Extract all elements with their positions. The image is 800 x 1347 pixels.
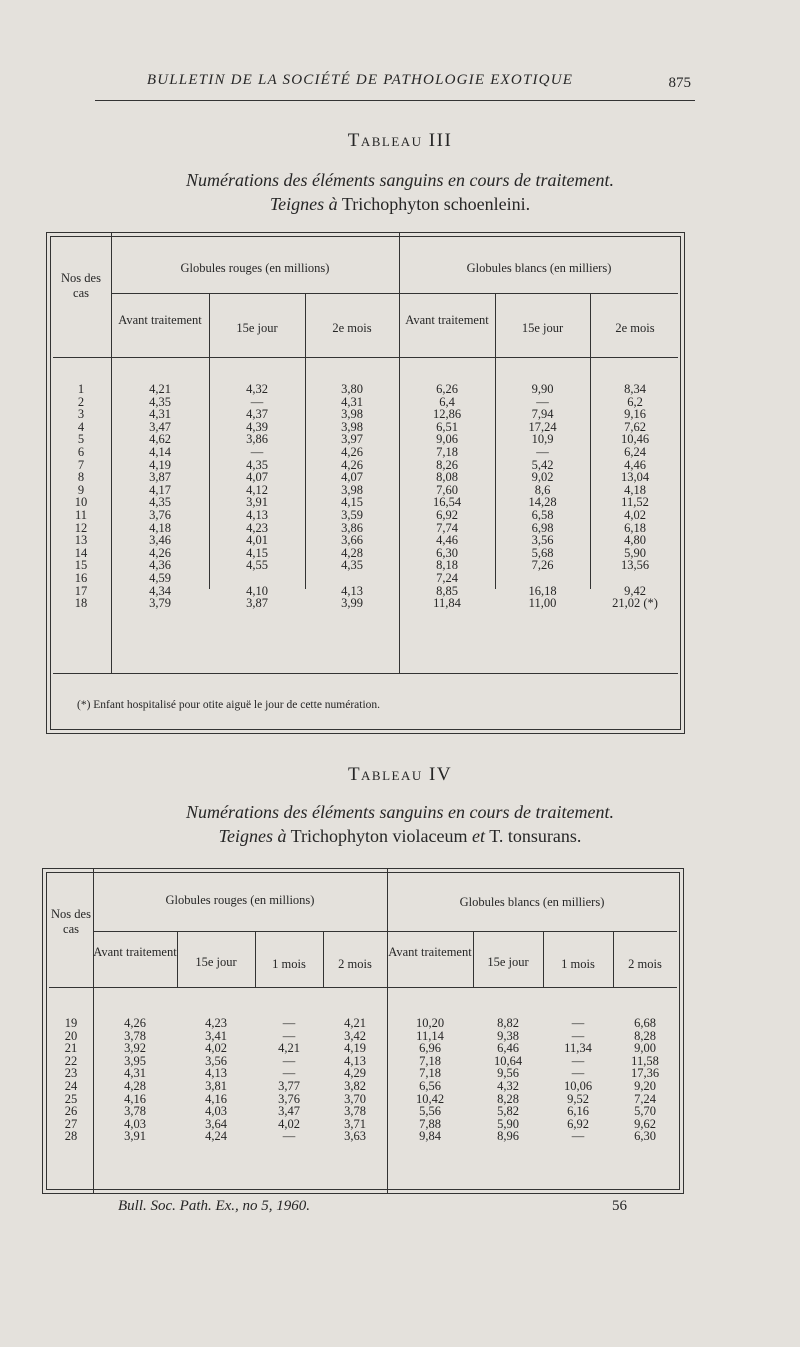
table-cell: 3,98 [341,419,363,434]
table-cell: 11,34 [564,1041,592,1056]
table-cell: 3,66 [341,533,363,548]
table-cell: 4,23 [205,1016,227,1030]
table-cell: — [250,394,264,409]
table-cell: 8,6 [534,482,551,497]
page-number: 875 [668,75,691,91]
table4-col-rouges-2m [323,1017,387,1143]
table-cell: 9,42 [624,583,646,598]
table-cell: 4,32 [246,382,268,396]
table-cell: 4,17 [149,482,171,497]
table-cell: 18 [74,596,88,611]
table-cell: 14 [74,545,88,560]
table-cell: 1 [77,382,85,396]
table-cell: 5,70 [634,1104,656,1119]
table4-col-rouges-avant [93,1017,177,1143]
table-cell: 4,12 [246,482,268,497]
table-cell: 8,82 [497,1016,519,1030]
table-cell: 4,13 [341,583,363,598]
table-cell: 11 [74,507,88,522]
table-cell: 4,55 [246,558,268,573]
table-cell: 11,52 [621,495,649,510]
table-cell: 8,28 [634,1028,656,1043]
table-cell: 3,42 [344,1028,366,1043]
table3-col-cases [53,383,109,610]
table-cell: 7,60 [436,482,458,497]
table-cell: 10,46 [620,432,650,447]
table-cell: 10,9 [531,432,554,447]
table-cell: 5,56 [419,1104,441,1119]
table-cell: 3 [77,407,85,422]
table-cell: 4,31 [341,394,363,409]
table-cell: 4,18 [149,520,171,535]
table-cell: 4,36 [149,558,171,573]
table-cell: 10,64 [493,1053,523,1068]
table-cell: 9,84 [419,1129,441,1144]
table-cell [209,572,305,585]
table-cell: 3,46 [149,533,171,548]
table-cell: 3,95 [124,1053,146,1068]
table-cell: 8,96 [497,1129,519,1144]
footer-citation: Bull. Soc. Path. Ex., no 5, 1960. [118,1198,311,1214]
table-cell: 21 [64,1041,78,1056]
table-cell: 3,97 [341,432,363,447]
table-cell: 9,90 [531,382,554,396]
table-cell: — [282,1016,296,1030]
table-cell: 4,26 [124,1016,146,1030]
table-cell: 4,39 [246,419,268,434]
table-cell: 4,15 [246,545,268,560]
table4-blancs-header: Globules blancs (en milliers) [459,895,605,909]
table-cell: 5,82 [497,1104,519,1119]
table4-col-cases [49,1017,93,1143]
table4-sub-15: 15e jour [195,955,237,969]
table-cell: 6,96 [419,1041,441,1056]
table-cell: 4,02 [205,1041,227,1056]
table3-caption-line1: Numérations des éléments sanguins en cours de traitement. [186,170,614,190]
table-cell: 4,13 [205,1066,227,1081]
table-cell: 20 [64,1028,78,1043]
table-cell: 4,16 [205,1091,227,1106]
table4-caption-line1: Numérations des éléments sanguins en cours de traitement. [186,802,614,822]
table-cell: 6,98 [531,520,554,535]
table-cell: 13,56 [620,558,650,573]
table-cell: 16 [74,570,88,585]
table-cell [590,572,680,585]
table-cell: 4,26 [341,457,363,472]
table-cell: 9,62 [634,1116,656,1131]
table4-sub-1mois: 1 mois [272,957,306,971]
table3 [46,232,685,734]
table-cell: 28 [64,1129,78,1144]
table-cell: 9,16 [624,407,646,422]
table-cell: 7 [77,457,85,472]
table-cell: 4,35 [149,394,171,409]
table-cell: 4,32 [497,1078,519,1093]
table-cell: 4,18 [624,482,646,497]
table-cell: 2 [77,394,85,409]
footer-number: 56 [612,1198,627,1214]
table-cell: 4,62 [149,432,171,447]
table-cell: 4,15 [341,495,363,510]
table-cell: 27 [64,1116,78,1131]
table-cell: 9,20 [634,1078,656,1093]
table4 [42,868,684,1194]
table-cell: 16,54 [432,495,462,510]
table-cell: 4,02 [278,1116,300,1131]
table-cell: 6,56 [419,1078,441,1093]
table3-title: Tableau III [347,130,453,151]
table-cell: 3,98 [341,482,363,497]
table-cell: 4 [77,419,85,434]
table-cell: — [571,1028,585,1043]
table-cell: 6,2 [627,394,643,409]
table-cell: 9,00 [634,1041,656,1056]
table-cell: 7,18 [419,1066,441,1081]
table-cell: 17,36 [630,1066,660,1081]
table-cell: 4,13 [246,507,268,522]
table-cell: 3,64 [205,1116,227,1131]
table-cell: 3,76 [278,1091,300,1106]
table-cell: 7,26 [531,558,554,573]
table4-sub-1mois-b: 1 mois [561,957,595,971]
table-cell: 6,24 [624,444,646,459]
table-cell: 4,35 [341,558,363,573]
table3-col-rouges-2m [305,383,399,610]
table-cell: 11,00 [528,596,557,611]
table-cell: 4,19 [149,457,171,472]
table-cell: 4,46 [436,533,458,548]
table-cell: 26 [64,1104,78,1119]
table-cell: 4,03 [205,1104,227,1119]
table4-case-header: Nos des cas [51,907,91,936]
table-cell: 3,91 [246,495,268,510]
table-cell: 16,18 [528,583,557,598]
table-cell: 3,70 [344,1091,366,1106]
table-cell: — [571,1129,585,1144]
table3-sub-avant: Avant traitement [118,313,202,327]
table3-caption-line2: Teignes à Trichophyton schoenleini. [269,194,531,214]
table-cell: — [282,1129,296,1144]
table3-sub-15-b: 15e jour [521,321,564,335]
table-cell: 3,71 [344,1116,366,1131]
table-cell: 9,38 [497,1028,519,1043]
table-cell: 4,07 [341,470,363,485]
table-cell: 3,59 [341,507,363,522]
table-cell: 4,31 [124,1066,146,1081]
table-cell: 19 [64,1016,78,1030]
table-cell: 9,56 [497,1066,519,1081]
table-cell: 11,84 [433,596,461,611]
table-cell: 3,79 [149,596,171,611]
table-cell: 11,58 [631,1053,659,1068]
table-cell: 3,78 [344,1104,366,1119]
table4-sub-15-b: 15e jour [487,955,529,969]
table-cell: 3,86 [246,432,268,447]
table-cell: 4,16 [124,1091,146,1106]
table3-col-blancs-2m [590,383,680,610]
table4-rouges-header: Globules rouges (en millions) [165,893,315,907]
table-cell: 12,86 [432,407,462,422]
table-cell: 3,47 [149,419,171,434]
table-cell: — [282,1053,296,1068]
table-cell: 8,18 [436,558,458,573]
table3-blancs-header: Globules blancs (en milliers) [466,261,612,275]
table-cell: 4,35 [149,495,171,510]
table-cell: 5,90 [497,1116,519,1131]
table-cell: 22 [64,1053,78,1068]
table-cell: 3,81 [205,1078,227,1093]
table-cell: 4,24 [205,1129,227,1144]
table-cell: — [571,1066,585,1081]
table-cell: 10,42 [415,1091,445,1106]
table-cell: 4,35 [246,457,268,472]
table4-col-blancs-avant [387,1017,473,1143]
table-cell: 4,21 [344,1016,366,1030]
table-cell: — [282,1066,296,1081]
table-cell: 13 [74,533,88,548]
table4-col-blancs-1m [543,1017,613,1143]
table-cell: 4,02 [624,507,646,522]
table-cell: 25 [64,1091,78,1106]
table-cell: 3,87 [149,470,171,485]
table4-sub-2mois: 2 mois [338,957,372,971]
table-cell: 6,16 [567,1104,589,1119]
table-cell: 4,37 [246,407,268,422]
table3-sub-2mois-b: 2e mois [615,321,655,335]
table-cell: 4,28 [124,1078,146,1093]
table-cell: 6,18 [624,520,646,535]
table-cell: 14,28 [528,495,557,510]
table-cell: 3,98 [341,407,363,422]
table3-case-header: Nos des cas [61,271,101,300]
table-cell: 4,29 [344,1066,366,1081]
table-cell: 9,06 [436,432,458,447]
table3-sub-2mois: 2e mois [332,321,372,335]
table-cell: 3,63 [344,1129,366,1144]
table-cell: 8,28 [497,1091,519,1106]
table-cell: — [571,1053,585,1068]
table-cell: 4,26 [149,545,171,560]
table-cell: 7,88 [419,1116,441,1131]
table-cell: — [282,1028,296,1043]
table-cell: 4,14 [149,444,171,459]
table3-rouges-header: Globules rouges (en millions) [180,261,330,275]
table-cell: 7,18 [419,1053,441,1068]
table-cell: 21,02 (*) [612,596,658,611]
table-cell: 4,10 [246,583,268,598]
table4-col-blancs-15 [473,1017,543,1143]
table-cell: 8,85 [436,583,458,598]
table-cell: 6,58 [531,507,554,522]
table-cell: 9 [77,482,85,497]
running-head: BULLETIN DE LA SOCIÉTÉ DE PATHOLOGIE EXOTIQUE [146,72,574,88]
table-cell: 10,06 [563,1078,593,1093]
table-cell: 4,46 [624,457,646,472]
table-cell: 3,78 [124,1028,146,1043]
table-cell: — [250,444,264,459]
table-cell: 7,24 [436,570,458,585]
table-cell: 17 [74,583,88,598]
table-cell: — [571,1016,585,1030]
table-cell: 3,41 [205,1028,227,1043]
table-cell: 9,02 [531,470,554,485]
table-cell: 7,94 [531,407,554,422]
table-cell: 23 [64,1066,78,1081]
table-cell: 9,52 [567,1091,589,1106]
table-cell: 3,99 [341,596,363,611]
table-cell: 7,74 [436,520,458,535]
table-cell: 13,04 [620,470,650,485]
table-cell: 4,21 [149,382,171,396]
table-cell: 3,56 [205,1053,227,1068]
table-cell: 5,90 [624,545,646,560]
table-cell: 3,56 [531,533,554,548]
table-cell: 6,92 [567,1116,589,1131]
table-cell: 3,76 [149,507,171,522]
table-cell: 3,86 [341,520,363,535]
table4-sub-2mois-b: 2 mois [628,957,662,971]
table-cell: 6,26 [436,382,458,396]
table4-title: Tableau IV [347,764,453,785]
table-cell: 8,26 [436,457,458,472]
table-cell: 7,62 [624,419,646,434]
table-cell: 6,4 [439,394,455,409]
table3-col-rouges-avant [111,383,209,610]
table-cell: 24 [64,1078,78,1093]
table-cell: — [536,394,549,409]
table-cell: 6,68 [634,1016,656,1030]
table-cell: 3,91 [124,1129,146,1144]
table-cell: 3,82 [344,1078,366,1093]
table-cell: 4,59 [149,570,171,585]
table3-sub-avant-b: Avant traitement [405,313,489,327]
table-cell: 4,01 [246,533,268,548]
table-cell: 4,34 [149,583,171,598]
table3-col-rouges-15 [209,383,305,610]
table-cell: 3,47 [278,1104,300,1119]
table3-col-blancs-15 [495,383,590,610]
table4-sub-avant: Avant traitement [93,945,177,959]
table-cell: 4,13 [344,1053,366,1068]
table-cell: 15 [74,558,88,573]
page-header [95,70,695,101]
table-cell: 5,42 [531,457,554,472]
table-cell: 7,24 [634,1091,656,1106]
table-cell: 4,28 [341,545,363,560]
table4-col-blancs-2m [613,1017,677,1143]
table3-note: (*) Enfant hospitalisé pour otite aiguë le jour de cette numération. [77,699,381,711]
table-cell: 10,20 [415,1016,445,1030]
table4-col-rouges-15 [177,1017,255,1143]
table3-sub-15: 15e jour [236,321,278,335]
table-cell: 4,03 [124,1116,146,1131]
table-cell [305,572,399,585]
table4-caption-line2: Teignes à Trichophyton violaceum et T. tonsurans. [218,826,582,846]
table-cell: 4,26 [341,444,363,459]
table-cell: 3,78 [124,1104,146,1119]
table-cell [495,572,590,585]
table4-sub-avant-b: Avant traitement [388,945,472,959]
table-cell: 17,24 [528,419,557,434]
table-cell: 5,68 [531,545,554,560]
table-cell: 3,87 [246,596,268,611]
table-cell: 8 [77,470,85,485]
table-cell: 6,46 [497,1041,519,1056]
table-cell: 8,08 [436,470,458,485]
table-cell: 3,92 [124,1041,146,1056]
table-cell: 6,92 [436,507,458,522]
table-cell: 3,77 [278,1078,300,1093]
table-cell: 8,34 [624,382,646,396]
table-cell: 4,07 [246,470,268,485]
table-cell: 7,18 [436,444,458,459]
table-cell: 4,21 [278,1041,300,1056]
table-cell: 4,31 [149,407,171,422]
table-cell: — [536,444,549,459]
table-cell: 12 [74,520,88,535]
table4-col-rouges-1m [255,1017,323,1143]
table-cell: 6,30 [436,545,458,560]
table-cell: 4,19 [344,1041,366,1056]
table-cell: 11,14 [416,1028,444,1043]
table3-col-blancs-avant [399,383,495,610]
table-cell: 6,51 [436,419,458,434]
table-cell: 3,80 [341,382,363,396]
table-cell: 10 [74,495,88,510]
table-cell: 4,80 [624,533,646,548]
table-cell: 6,30 [634,1129,656,1144]
table-cell: 4,23 [246,520,268,535]
table-cell: 6 [77,444,85,459]
table-cell: 5 [77,432,85,447]
